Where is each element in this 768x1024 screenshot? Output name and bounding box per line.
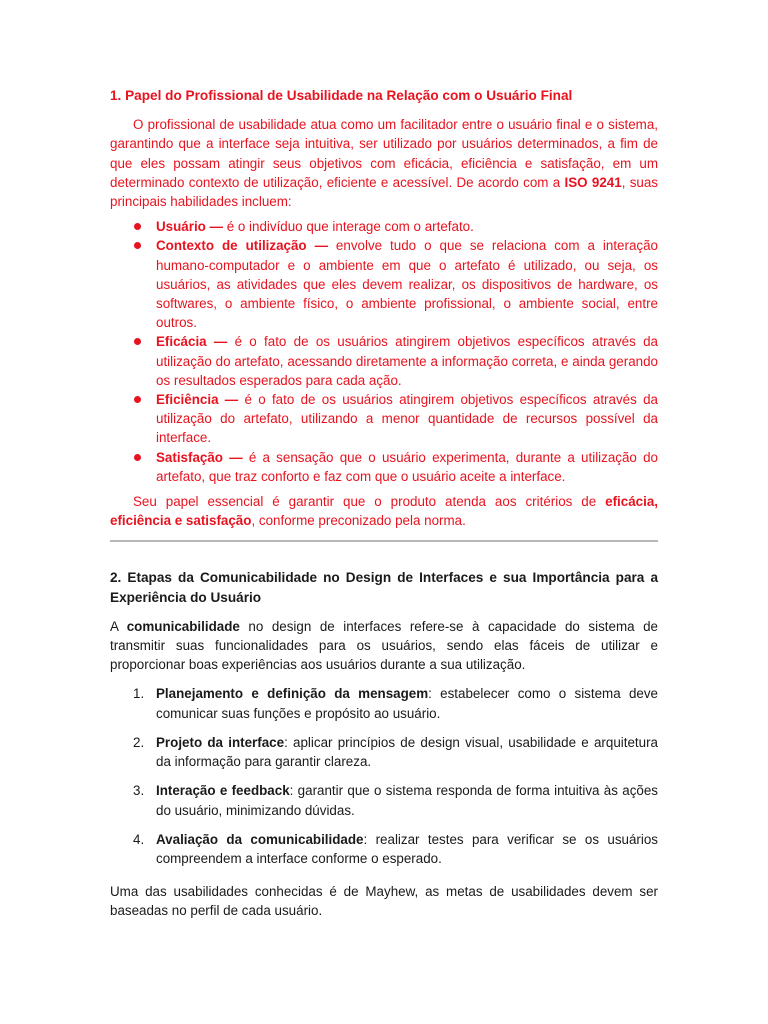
step-number: 2. [133,734,145,750]
criterion-description: é o indivíduo que interage com o artefato. [222,219,474,235]
section2-intro-tail: no design de interfaces refere-se à capacidade do sistema de transmitir suas funcionalidades para os usuários, sendo elas fáceis de utilizar e proporcionar boas experiências aos usuários durante a sua utilização. [110,618,658,673]
document-page [110,86,658,921]
step-term: Projeto da interface [156,734,285,750]
section-divider [110,540,658,542]
bullet-icon [134,338,141,345]
section2-closing: Uma das usabilidades conhecidas é de Mayhew, as metas de usabilidades devem ser baseadas no perfil de cada usuário. [110,884,658,919]
step-description: : realizar testes para verificar se os usuários compreendem a interface conforme o esperado. [156,831,659,866]
list-item [133,733,659,771]
criterion-description: é o fato de os usuários atingirem objetivos específicos através da utilização do artefato, acessando diretamente a informação correta, e ainda gerando os resultados esperados para cada ação. [156,334,658,388]
section1-closing-tail: , conforme preconizado pela norma. [251,513,466,529]
communicability-steps-list [110,684,658,868]
criterion-description: envolve tudo o que se relaciona com a interação humano-computador e o ambiente em que o artefato é utilizado, ou seja, os usuários, as atividades que eles devem realizar, os dispositivos de hardware, os softwares, o ambiente físico, o ambiente profissional, o ambiente social, entre outros. [156,238,658,331]
communicability-term: comunicabilidade [126,618,240,634]
step-description: : estabelecer como o sistema deve comunicar suas funções e propósito ao usuário. [156,686,658,721]
list-item [133,781,658,819]
list-item [156,448,658,486]
bullet-icon [134,242,141,249]
step-term: Avaliação da comunicabilidade [156,831,364,847]
step-term: Planejamento e definição da mensagem [156,686,429,702]
step-term: Interação e feedback [156,783,290,799]
bullet-icon [134,396,141,403]
criterion-term: Contexto de utilização — [156,238,328,254]
step-number: 1. [133,686,145,702]
list-item [156,390,658,448]
section2-heading: 2. Etapas da Comunicabilidade no Design de Interfaces e sua Importância para a Experiência do Usuário [110,570,658,605]
section1-closing-text: Seu papel essencial é garantir que o produto atenda aos critérios de [133,494,606,510]
section1-intro-text: O profissional de usabilidade atua como um facilitador entre o usuário final e o sistema, garantindo que a interface seja intuitiva, ser utilizado por usuários determinados, a fim de que eles possam atingir seus objetivos com eficácia, eficiência e satisfação, em um determinado contexto de utilização, eficiente e acessível. De acordo com a [110,117,658,190]
step-number: 4. [133,831,145,847]
criterion-description: é a sensação que o usuário experimenta, durante a utilização do artefato, que traz conforto e faz com que o usuário aceite a interface. [156,449,658,484]
bullet-icon [134,454,141,461]
list-item [133,684,658,722]
criterion-term: Usuário — [156,219,223,235]
criterion-term: Eficácia — [156,334,228,350]
criterion-description: é o fato de os usuários atingirem objetivos específicos através da utilização do artefato, utilizando a menor quantidade de recursos possível da interface. [156,392,658,446]
bullet-icon [134,223,141,230]
list-item [156,236,658,332]
section2-intro [110,617,658,675]
list-item [156,217,658,236]
criteria-emphasis: eficácia, eficiência e satisfação [110,494,658,529]
section2-intro-text: A [110,618,127,634]
step-description: : garantir que o sistema responda de forma intuitiva às ações do usuário, minimizando dúvidas. [156,783,658,818]
list-item [156,332,658,390]
iso-reference: ISO 9241 [564,174,622,190]
section1-heading: 1. Papel do Profissional de Usabilidade na Relação com o Usuário Final [110,88,573,103]
section1-intro-tail: , suas principais habilidades incluem: [110,174,658,210]
usability-criteria-list [110,217,658,486]
list-item [133,830,659,868]
section1-closing [110,492,658,530]
step-description: : aplicar princípios de design visual, usabilidade e arquitetura da informação para garantir clareza. [156,734,659,770]
criterion-term: Satisfação — [156,449,243,465]
step-number: 3. [133,783,145,799]
section1-intro [110,115,658,211]
criterion-term: Eficiência — [156,392,239,408]
